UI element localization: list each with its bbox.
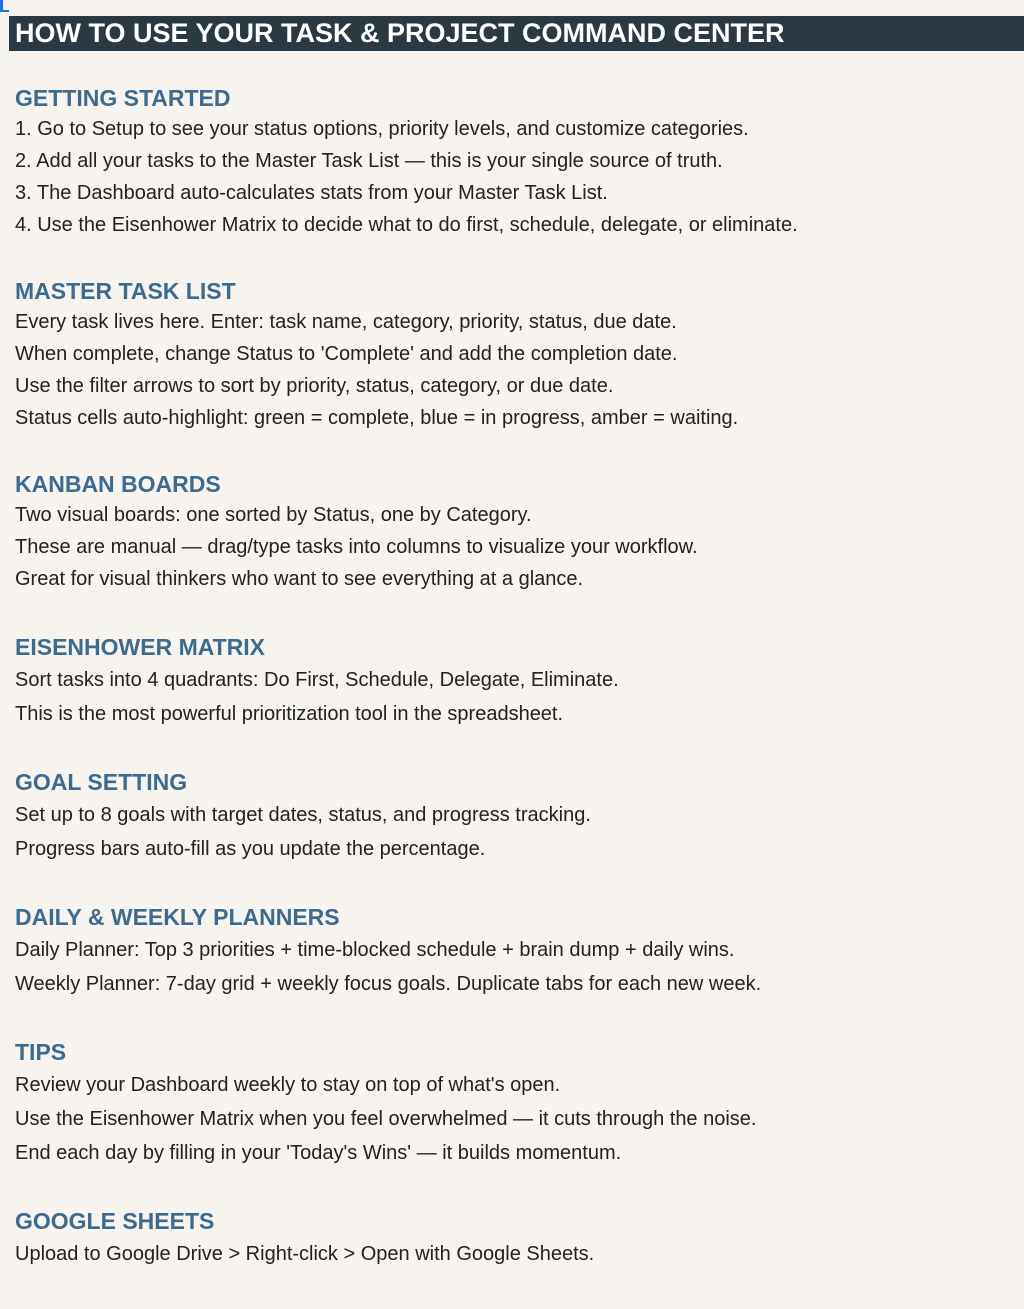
instruction-line: 2. Add all your tasks to the Master Task List — this is your single source of truth. <box>15 150 723 172</box>
instruction-line: Weekly Planner: 7-day grid + weekly focus goals. Duplicate tabs for each new week. <box>15 973 762 995</box>
section-heading: GETTING STARTED <box>15 85 231 111</box>
instruction-line: Upload to Google Drive > Right-click > Open with Google Sheets. <box>15 1243 595 1265</box>
section-heading: GOOGLE SHEETS <box>15 1208 215 1234</box>
instruction-line: When complete, change Status to 'Complete' and add the completion date. <box>15 343 678 365</box>
instruction-line: Status cells auto-highlight: green = complete, blue = in progress, amber = waiting. <box>15 407 739 429</box>
instruction-line: Daily Planner: Top 3 priorities + time-blocked schedule + brain dump + daily wins. <box>15 939 735 961</box>
instruction-line: Great for visual thinkers who want to see everything at a glance. <box>15 568 584 590</box>
section-tips <box>15 1039 756 1165</box>
section-heading: EISENHOWER MATRIX <box>15 634 266 660</box>
section-kanban-boards <box>15 471 698 591</box>
instruction-line: Use the filter arrows to sort by priority, status, category, or due date. <box>15 375 614 397</box>
cell-selection-indicator-edge <box>0 10 9 12</box>
instruction-line: These are manual — drag/type tasks into columns to visualize your workflow. <box>15 536 698 558</box>
instruction-line: Every task lives here. Enter: task name, category, priority, status, due date. <box>15 311 677 333</box>
section-heading: KANBAN BOARDS <box>15 471 221 497</box>
instruction-line: 1. Go to Setup to see your status options, priority levels, and customize categories. <box>15 118 749 140</box>
instruction-line: Review your Dashboard weekly to stay on top of what's open. <box>15 1074 561 1096</box>
section-heading: GOAL SETTING <box>15 769 188 795</box>
instruction-line: Two visual boards: one sorted by Status, one by Category. <box>15 504 532 526</box>
instruction-line: Sort tasks into 4 quadrants: Do First, Schedule, Delegate, Eliminate. <box>15 669 619 691</box>
instruction-line: This is the most powerful prioritization tool in the spreadsheet. <box>15 703 564 725</box>
section-daily-weekly-planners <box>15 904 761 996</box>
instruction-line: Use the Eisenhower Matrix when you feel overwhelmed — it cuts through the noise. <box>15 1108 757 1130</box>
section-master-task-list <box>15 278 738 430</box>
section-heading: MASTER TASK LIST <box>15 278 236 304</box>
section-eisenhower-matrix <box>15 634 619 726</box>
section-heading: TIPS <box>15 1039 67 1065</box>
section-getting-started <box>15 85 798 237</box>
page-title: HOW TO USE YOUR TASK & PROJECT COMMAND CENTER <box>9 16 1024 51</box>
instruction-line: End each day by filling in your 'Today's Wins' — it builds momentum. <box>15 1142 622 1164</box>
section-heading: DAILY & WEEKLY PLANNERS <box>15 904 340 930</box>
section-goal-setting <box>15 769 591 861</box>
instruction-line: 4. Use the Eisenhower Matrix to decide what to do first, schedule, delegate, or eliminate. <box>15 214 798 236</box>
instruction-line: Set up to 8 goals with target dates, status, and progress tracking. <box>15 804 591 826</box>
instruction-line: 3. The Dashboard auto-calculates stats from your Master Task List. <box>15 182 608 204</box>
instruction-line: Progress bars auto-fill as you update the percentage. <box>15 838 486 860</box>
section-google-sheets <box>15 1208 594 1266</box>
